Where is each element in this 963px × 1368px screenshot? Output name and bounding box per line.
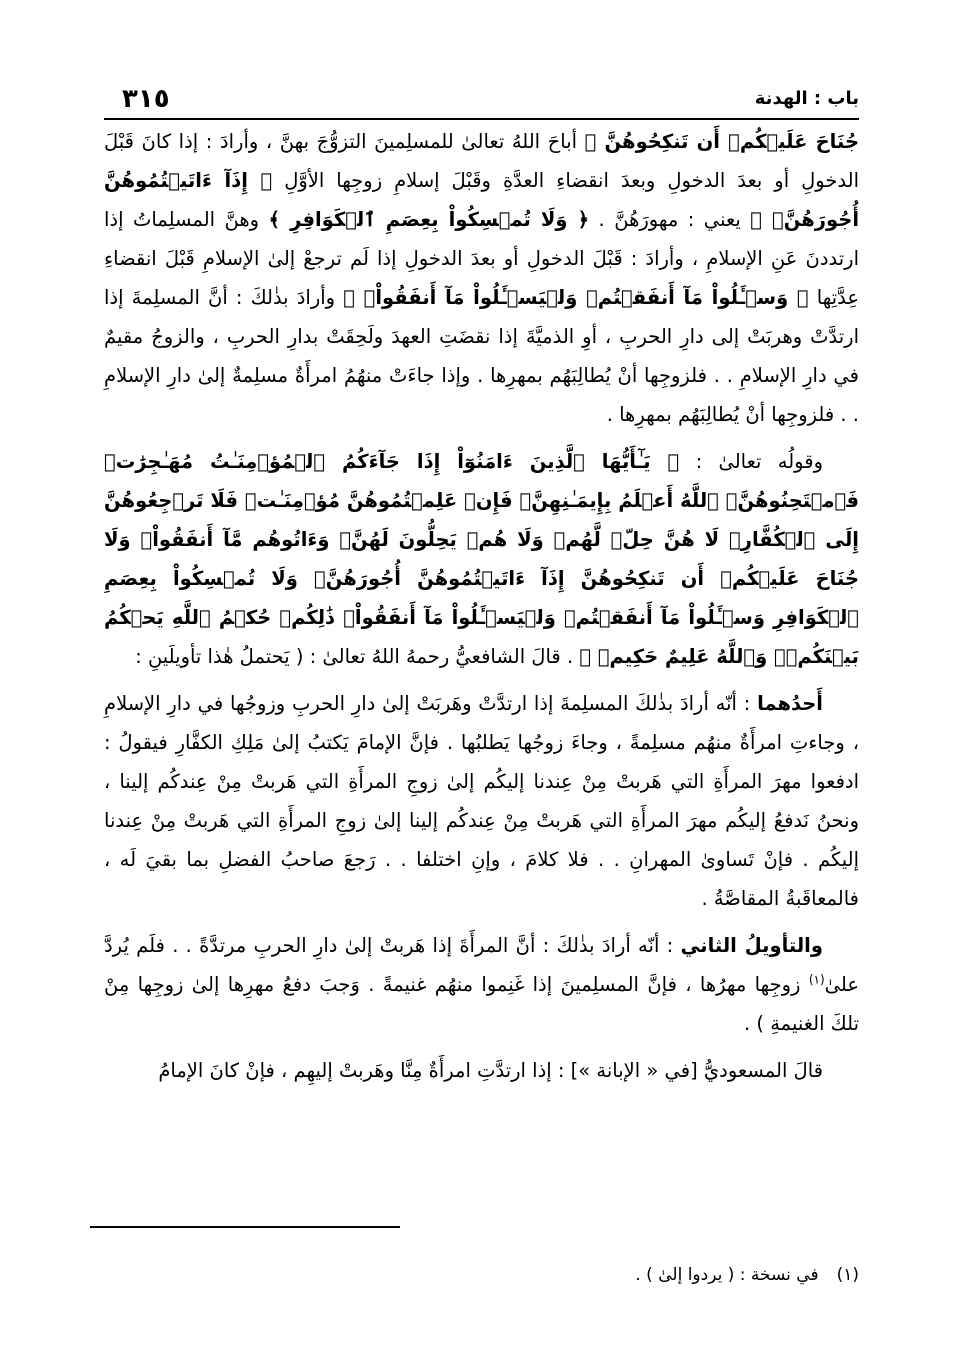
body-text: زوجِها مهرُها ، فإنَّ المسلِمينَ إذا غَنِموا منهُم غنيمةً . وَجبَ دفعُ مهرِها إلىٰ زوجِها مِنْ تلكَ الغنيمةِ ) . xyxy=(104,973,859,1035)
header-divider xyxy=(104,118,859,120)
quran-verse: ﴿ يَـٰٓأَيُّهَا ٱلَّذِينَ ءَامَنُوٓاْ إِذَا جَآءَكُمُ ٱلۡمُؤۡمِنَـٰتُ مُهَـٰجِرَٰتٖ فَٱمۡتَحِنُوهُنَّۖ ٱللَّهُ أَعۡلَمُ بِإِيمَـٰنِهِنَّۖ فَإِنۡ عَلِمۡتُمُوهُنَّ مُؤۡمِنَـٰتٖ فَلَا تَرۡجِعُوهُنَّ إِلَى ٱلۡكُفَّارِۖ لَا هُنَّ حِلّٞ لَّهُمۡ وَلَا هُمۡ يَحِلُّونَ لَهُنَّۖ وَءَاتُوهُم مَّآ أَنفَقُواْۚ وَلَا جُنَاحَ عَلَيۡكُمۡ أَن تَنكِحُوهُنَّ إِذَآ ءَاتَيۡتُمُوهُنَّ أُجُورَهُنَّۚ وَلَا تُمۡسِكُواْ بِعِصَمِ ٱلۡكَوَافِرِ وَسۡـَٔلُواْ مَآ أَنفَقۡتُمۡ وَلۡيَسۡـَٔلُواْ مَآ أَنفَقُواْۚ ذَٰلِكُمۡ حُكۡمُ ٱللَّهِ يَحۡكُمُ بَيۡنَكُمۡۖ وَٱللَّهُ عَلِيمٌ حَكِيمٞ ﴾ xyxy=(104,450,859,668)
footnote-text: في نسخة : ( يردوا إلىٰ ) . xyxy=(635,1265,819,1285)
page-header xyxy=(104,84,859,118)
body-text: قالَ المسعوديُّ xyxy=(697,1059,823,1082)
paragraph-4 xyxy=(104,926,859,1043)
quran-verse: جُنَاحَ عَلَيۡكُمۡ أَن تَنكِحُوهُنَّ ﴾ xyxy=(584,130,859,153)
body-text: أباحَ اللهُ تعالىٰ للمسلِمينَ التزوُّجَ بهنَّ ، وأرادَ : إذا كانَ قَبْلَ الدخولِ أو بعدَ الدخولِ وبعدَ انقضاءِ العدَّةِ وقَبْلَ إسلامِ زوجِها الأوَّلِ xyxy=(104,130,859,192)
quran-verse: ﴿ إِذَآ ءَاتَيۡتُمُوهُنَّ أُجُورَهُنَّۚ ﴾ xyxy=(104,169,859,231)
quran-verse: ﴿ وَلَا تُمۡسِكُواْ بِعِصَمِ ٱلۡكَوَافِرِ ﴾ xyxy=(268,208,590,231)
quran-verse: ﴿ وَسۡـَٔلُواْ مَآ أَنفَقۡتُمۡ وَلۡيَسۡـَٔلُواْ مَآ أَنفَقُواْۚ ﴾ xyxy=(343,286,809,309)
page-number: ٣١٥ xyxy=(122,84,170,114)
body-text: وأرادَ بذٰلكَ : أنَّ المسلِمةَ إذا ارتدَّتْ وهربَتْ إلى دارِ الحربِ ، أوِ الذميَّةَ إذا نقضَتِ العهدَ ولَحِقَتْ بدارِ الحربِ ، والزوجُ مقيمٌ في دارِ الإسلامِ . . فلزوجِها أنْ يُطالِبَهُم بمهرِها . وإذا جاءَتْ منهُمُ امرأَةٌ مسلِمةٌ إلىٰ دارِ الإسلامِ . . فلزوجِها أنْ يُطالِبَهُم بمهرِها . xyxy=(104,286,859,426)
body-text: : أنّه أرادَ بذٰلكَ المسلِمةَ إذا ارتدَّتْ وهَربَتْ إلىٰ دارِ الحربِ وزوجُها في دارِ الإسلامِ ، وجاءتِ امرأَةٌ منهُم مسلِمةً ، وجاءَ زوجُها يَطلبُها . فإنَّ الإمامَ يَكتبُ إلىٰ مَلِكِ الكفَّارِ فيقولُ : ادفعوا مهرَ المرأَةِ التي هَربتْ مِنْ عِندنا إليكُم إلىٰ زوجِ المرأَةِ التي هَربتْ مِنْ عِندكُم إلينا ، ونحنُ نَدفعُ إليكُم مهرَ المرأَةِ التي هَربتْ مِنْ عِندكُم إلينا إلىٰ زوجِ المرأَةِ التي هَربتْ مِنْ عِندنا إليكُم . فإنْ تَساوىٰ المهرانِ . . فلا كلامَ ، وإنِ اختلفا . . رَجعَ صاحبُ الفضلِ بما بقيَ لَه ، فالمعاقَبةُ المقاصَّةُ . xyxy=(104,692,859,910)
footnote-divider xyxy=(90,1226,400,1228)
main-text xyxy=(104,122,859,1098)
chapter-title: باب : الهدنة xyxy=(754,88,859,109)
paragraph-3 xyxy=(104,684,859,918)
section-label: أَحدُهما xyxy=(757,692,823,715)
section-label: والتأويلُ الثاني xyxy=(680,934,823,957)
body-text: . قالَ الشافعيُّ رحمهُ اللهُ تعالىٰ : ( يَحتملُ هٰذا تأويلَينِ : xyxy=(135,645,580,668)
footnote xyxy=(635,1262,859,1288)
editor-insertion: [في « الإبانة »] xyxy=(570,1059,698,1082)
body-text: وقولُه تعالىٰ : xyxy=(679,450,823,473)
body-text: يعني : مهورَهُنَّ . xyxy=(589,208,751,231)
body-text: : أنّه أرادَ بذٰلكَ : أنَّ المرأَةَ إذا هَربتْ إلىٰ دارِ الحربِ مرتدَّةً . . فلَم يُردَّ علىٰ xyxy=(104,934,859,996)
footnote-reference: (١) xyxy=(808,972,825,987)
paragraph-2 xyxy=(104,442,859,676)
footnote-number: (١) xyxy=(836,1265,859,1285)
body-text: وهنَّ المسلِماتُ إذا ارتددنَ عَنِ الإسلامِ ، وأرادَ : قَبْلَ الدخولِ أو بعدَ الدخولِ إذا لَم ترجعْ إلىٰ الإسلامِ قَبْلَ انقضاءِ عِدَّتِها xyxy=(104,208,859,309)
paragraph-1 xyxy=(104,122,859,434)
paragraph-5 xyxy=(104,1051,859,1090)
body-text: : إذا ارتدَّتِ امرأَةٌ مِنَّا وهَربتْ إليهِم ، فإنْ كانَ الإمامُ xyxy=(158,1059,571,1082)
